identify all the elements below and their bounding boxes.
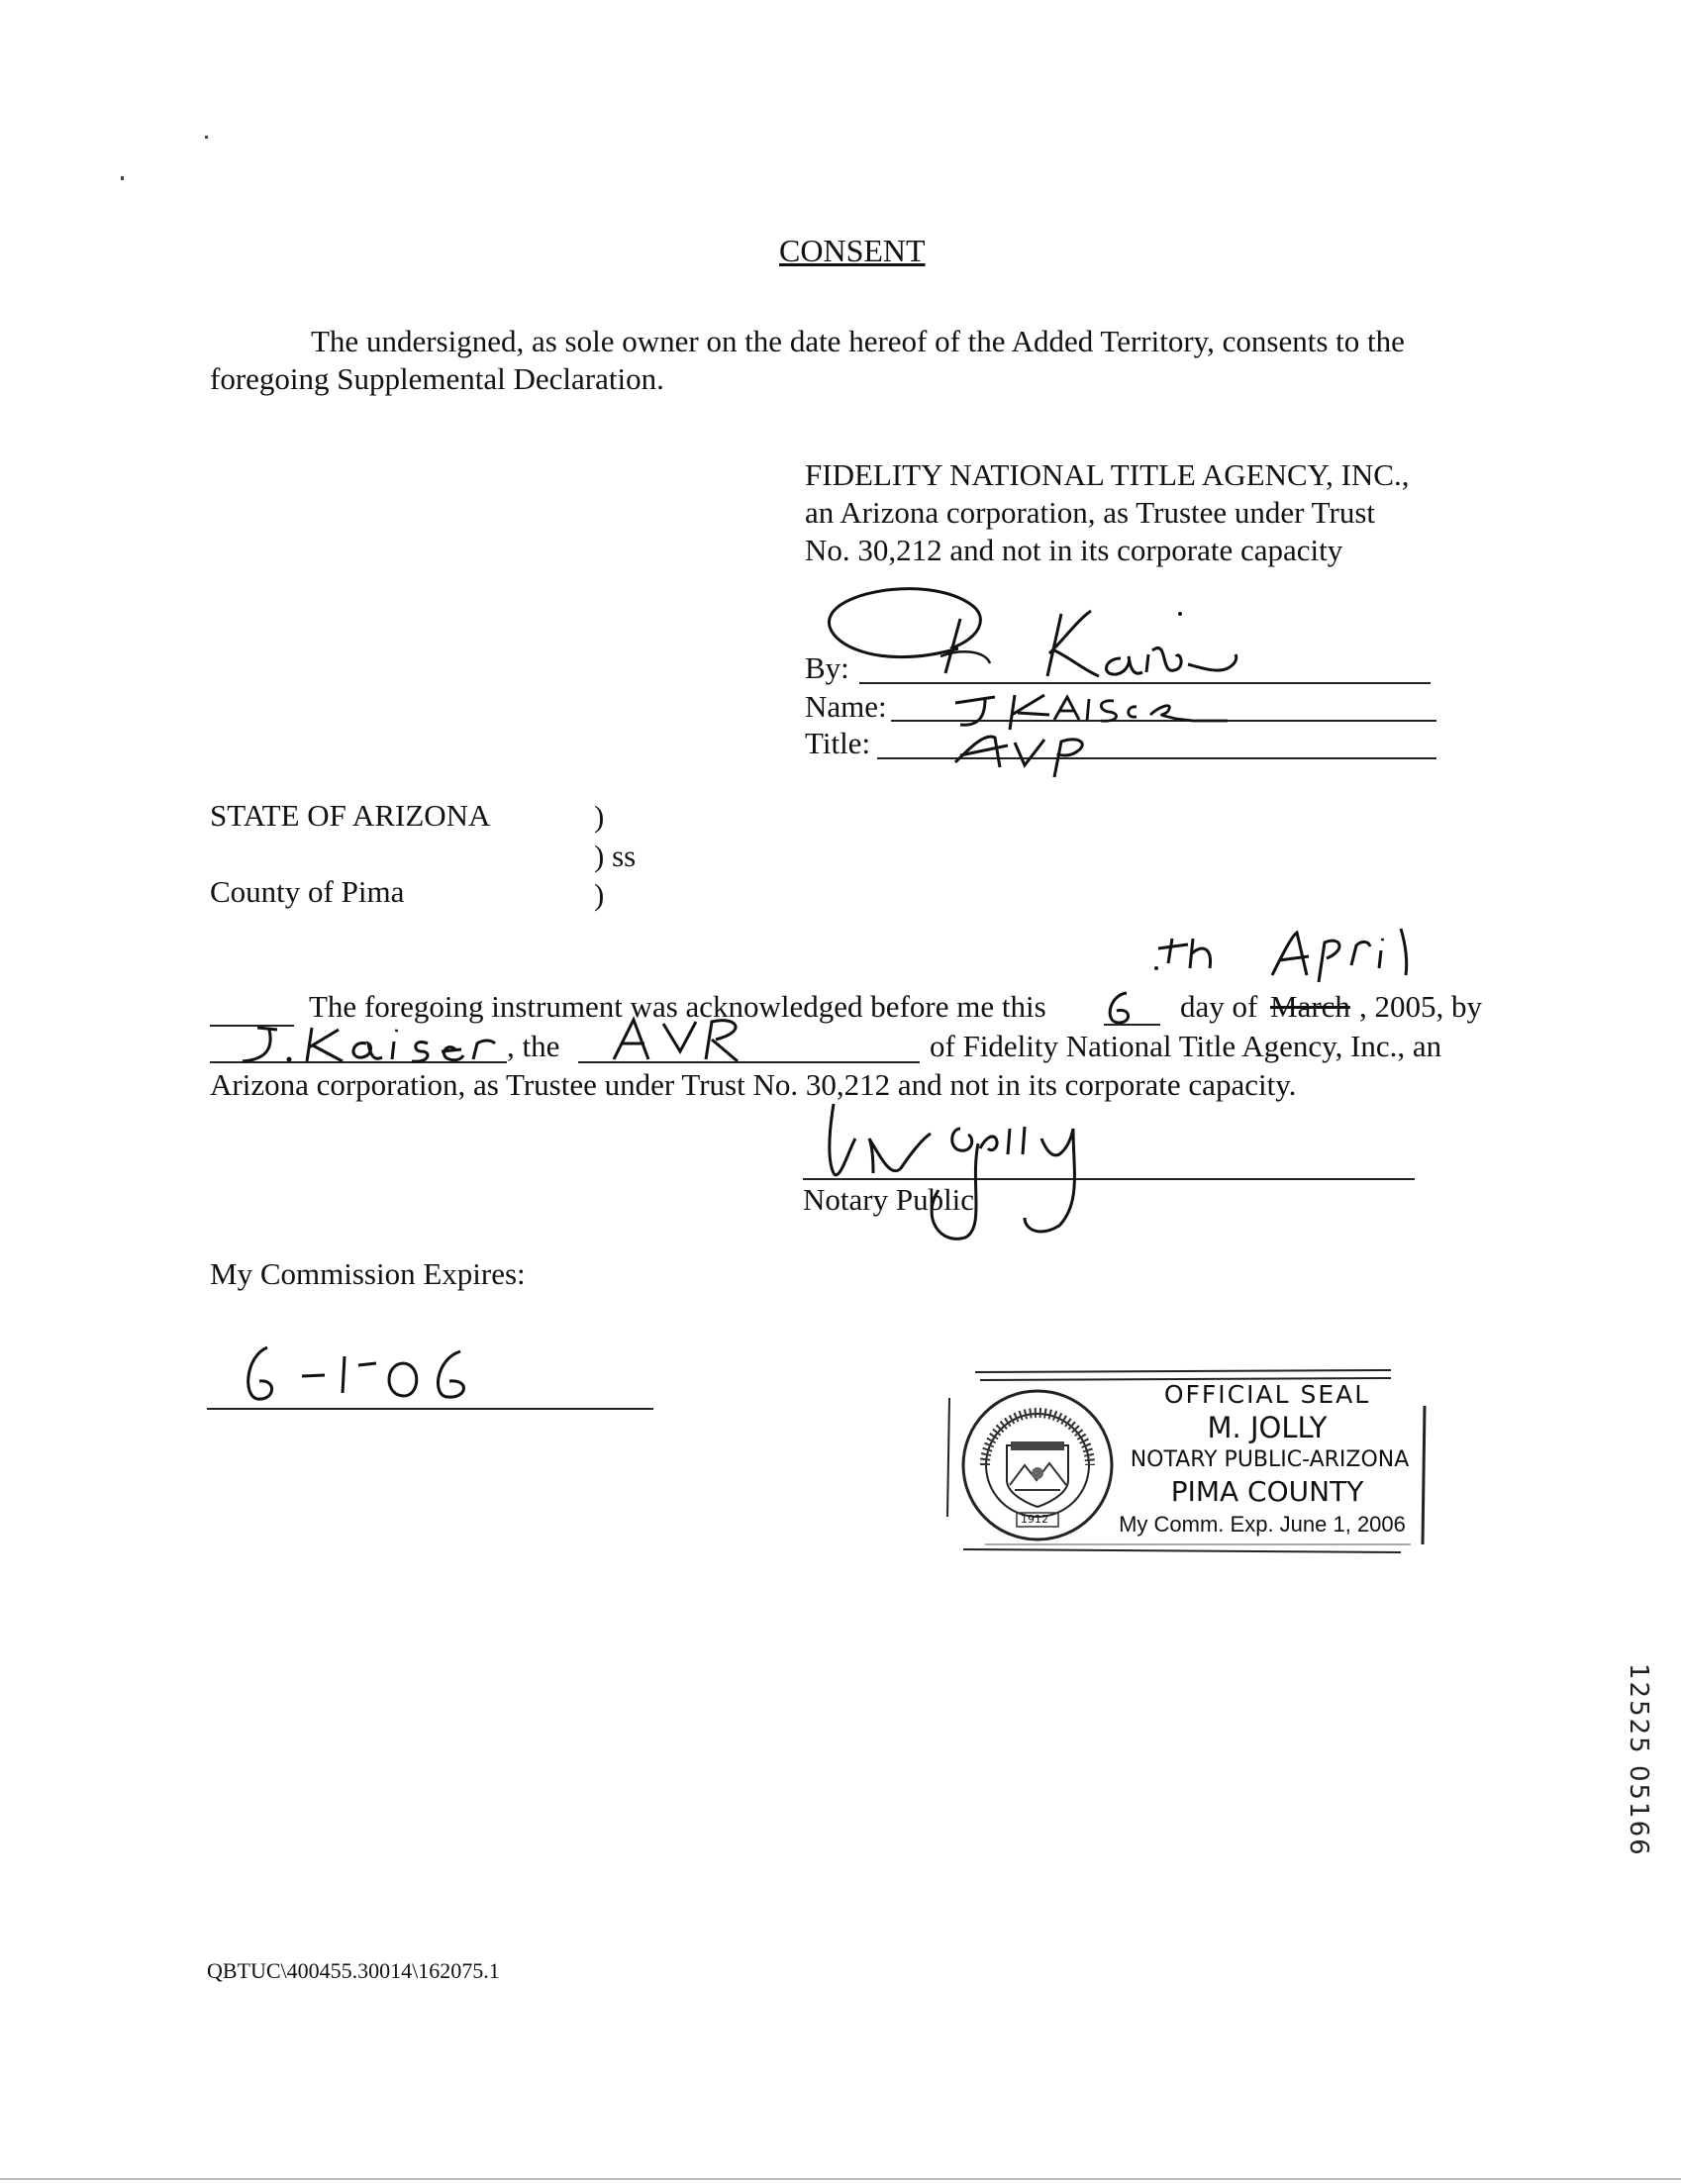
commission-date-handwriting <box>238 1341 495 1406</box>
ack-day-suffix-handwriting <box>1148 929 1237 983</box>
scan-edge <box>0 2178 1681 2180</box>
page-title: CONSENT <box>779 233 926 268</box>
footer-document-ref: QBTUC\400455.30014\162075.1 <box>207 1958 500 1983</box>
notary-signature <box>812 1099 1228 1247</box>
seal-name: M. JOLLY <box>1207 1411 1328 1444</box>
signatory-block <box>805 456 1409 569</box>
ack-text-6: Arizona corporation, as Trustee under Trust No. 30,212 and not in its corporate capacity. <box>210 1067 1297 1102</box>
title-handwriting <box>950 728 1148 782</box>
venue-state: STATE OF ARIZONA <box>210 798 491 833</box>
ack-person-handwriting <box>218 1020 515 1067</box>
seal-county: PIMA COUNTY <box>1170 1475 1364 1508</box>
venue-county: County of Pima <box>210 874 405 909</box>
ack-month-handwriting <box>1267 921 1435 990</box>
title-label: Title: <box>805 726 871 760</box>
commission-line <box>207 1408 653 1410</box>
ack-text-3: , 2005, by <box>1359 989 1482 1024</box>
ack-title-handwriting <box>609 1012 757 1063</box>
signatory-company: FIDELITY NATIONAL TITLE AGENCY, INC., <box>805 457 1410 492</box>
by-signature <box>812 579 1277 688</box>
recording-number: 12525 05166 <box>1624 1663 1653 1857</box>
ack-day-handwriting <box>1099 985 1168 1030</box>
commission-label: My Commission Expires: <box>210 1256 526 1291</box>
seal-emblem-year: 1912 <box>1021 1513 1048 1526</box>
venue-ss: ) ss <box>594 839 637 873</box>
signatory-line2: an Arizona corporation, as Trustee under Trust <box>805 495 1376 530</box>
ack-text-4: , the <box>507 1029 560 1063</box>
venue-paren: ) <box>594 799 605 834</box>
scan-speck <box>121 176 124 180</box>
seal-role: NOTARY PUBLIC-ARIZONA <box>1130 1447 1410 1472</box>
signatory-line3: No. 30,212 and not in its corporate capacity <box>805 533 1343 567</box>
notary-seal <box>945 1368 1429 1556</box>
consent-text: The undersigned, as sole owner on the date hereof of the Added Territory, consents to the foregoing Supplemental Declaration. <box>210 324 1405 396</box>
venue-paren: ) <box>594 877 605 912</box>
ack-text-2: day of <box>1180 989 1258 1024</box>
scan-speck <box>205 136 208 139</box>
seal-expires: My Comm. Exp. June 1, 2006 <box>1119 1512 1406 1537</box>
ack-text-5: of Fidelity National Title Agency, Inc., an <box>930 1029 1442 1063</box>
notary-label: Notary Public <box>803 1182 975 1217</box>
name-label: Name: <box>805 689 887 724</box>
ack-text-1: The foregoing instrument was acknowledged before me this <box>309 989 1046 1024</box>
seal-heading: OFFICIAL SEAL <box>1163 1380 1371 1409</box>
by-label: By: <box>805 650 849 685</box>
ack-month-struck: March <box>1270 989 1350 1024</box>
consent-paragraph <box>210 323 1507 398</box>
